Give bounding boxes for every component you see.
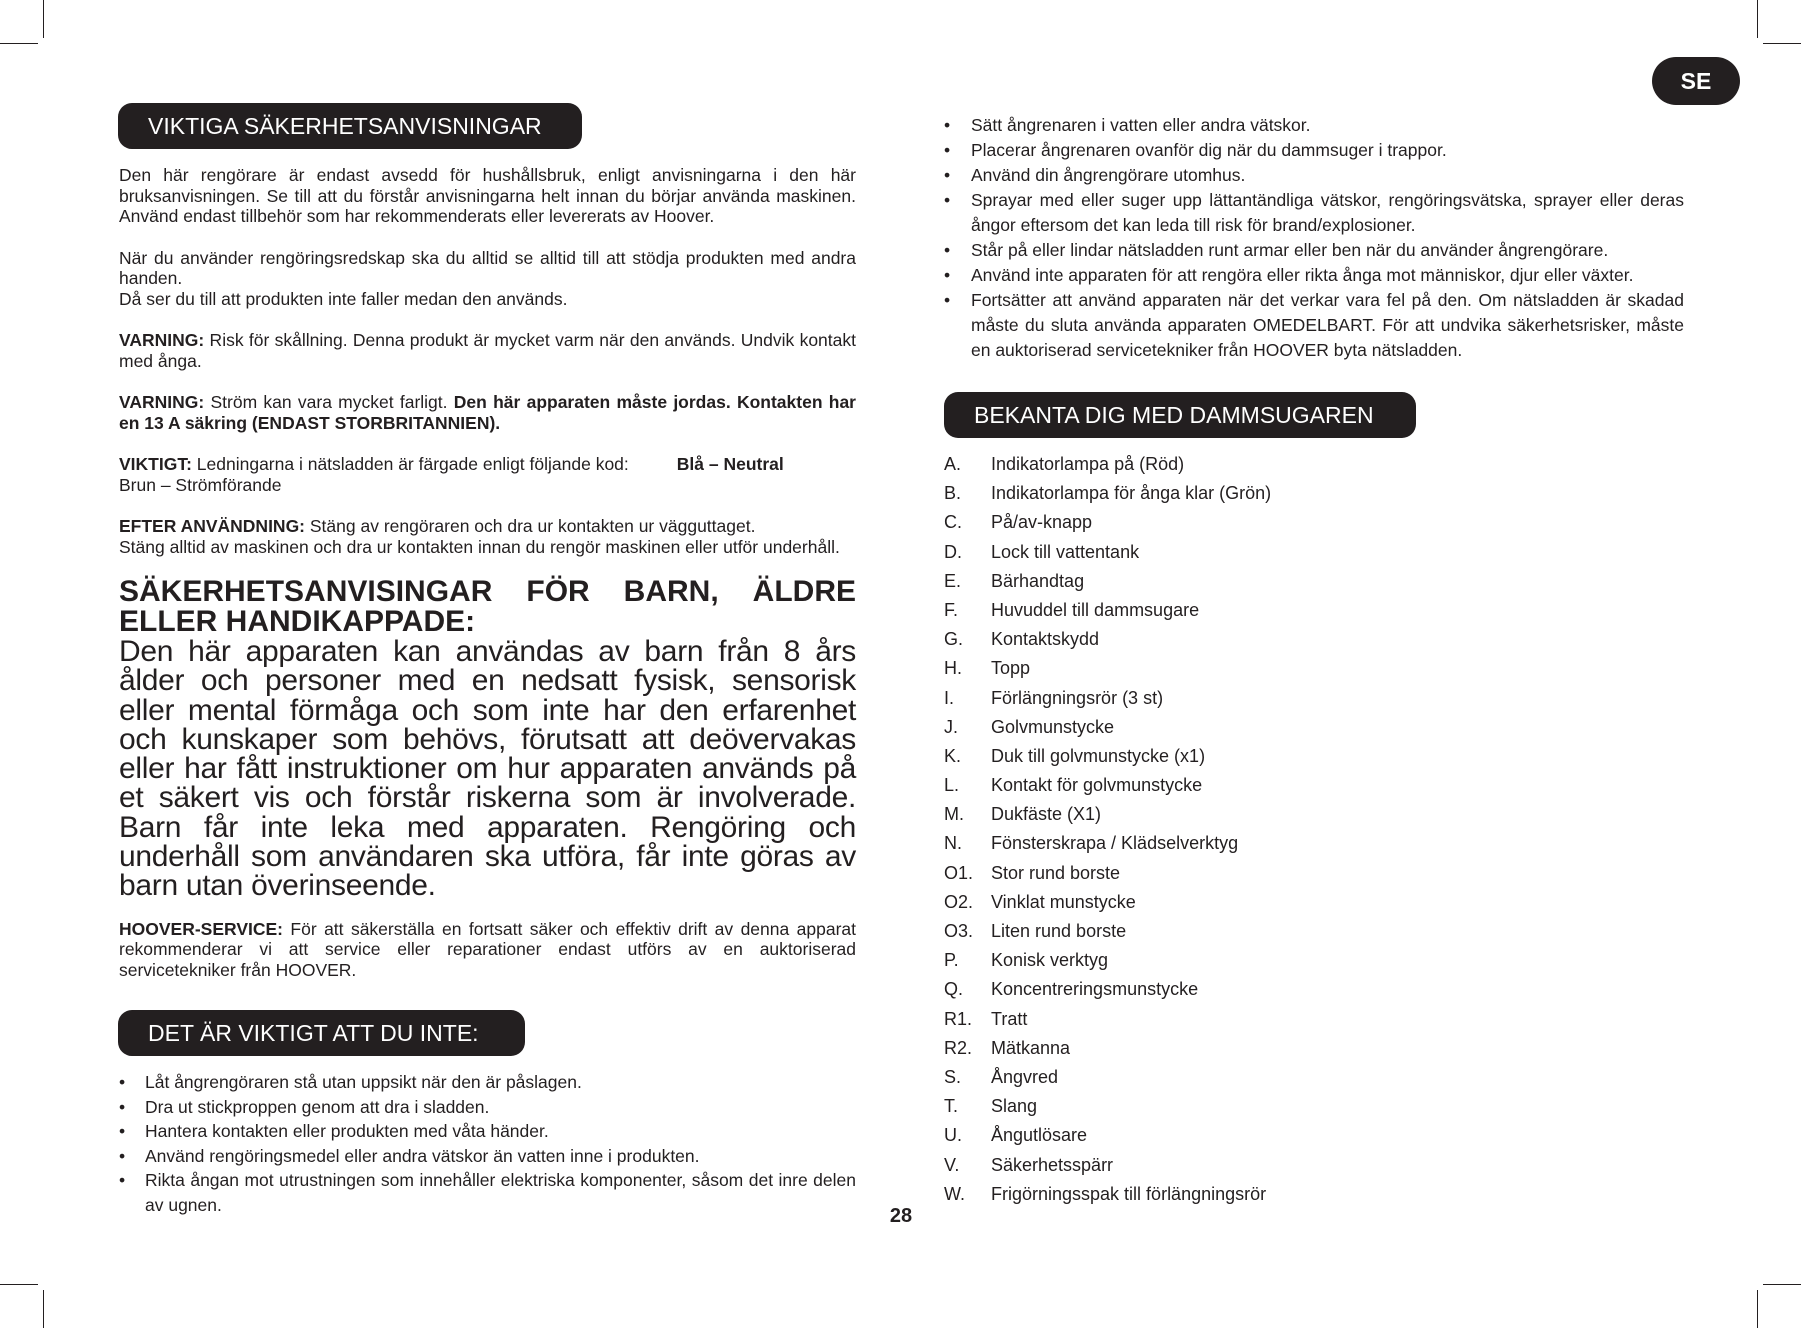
part-name: Duk till golvmunstycke (x1) [991, 745, 1206, 766]
part-name: Vinklat munstycke [991, 891, 1136, 912]
page-number: 28 [889, 1205, 913, 1227]
part-name: På/av-knapp [991, 512, 1093, 533]
part-name: Dukfäste (X1) [991, 804, 1102, 825]
part-name: Säkerhetsspärr [991, 1154, 1114, 1175]
support-line-2: Då ser du till att produkten inte faller medan den används. [119, 288, 568, 309]
part-letter: W. [944, 1183, 965, 1204]
language-badge: SE [1652, 57, 1740, 105]
part-name: Tratt [991, 1008, 1028, 1029]
donts-continued-container [944, 113, 1684, 363]
children-safety-text: Den här apparaten kan användas av barn från 8 års ålder och personer med en nedsatt fysisk, sensorisk eller mental förmåga och som inte har den erfarenhet och kunskaper som behövs, förutsatt att deövervakas eller har fått instruktioner om hur apparaten används på et säkert vis och förstår riskerna som är involverade. Barn får inte leka med apparaten. Rengöring och underhåll som användaren ska utföra, får inte göras av barn utan överinseende. [119, 635, 856, 903]
part-letter: B. [944, 483, 962, 504]
list-item: • Dra ut stickproppen genom att dra i sladden. [119, 1095, 856, 1120]
list-item: • Använd inte apparaten för att rengöra eller rikta ånga mot människor, djur eller växter. [944, 263, 1684, 288]
list-item [944, 917, 1444, 946]
part-letter: K. [944, 745, 962, 766]
list-item [944, 1005, 1444, 1034]
crop-mark [0, 43, 38, 44]
list-item: • Låt ångrengöraren stå utan uppsikt när den är påslagen. [119, 1070, 856, 1095]
list-item [944, 946, 1444, 975]
after-use-label: EFTER ANVÄNDNING: [119, 516, 306, 536]
section-title-safety: VIKTIGA SÄKERHETSANVISNINGAR [118, 103, 582, 149]
warning-label: VARNING: [119, 392, 205, 412]
support-line-1: När du använder rengöringsredskap ska du alltid se alltid till att stödja produkten med andra handen. [119, 247, 856, 288]
list-item [944, 1092, 1444, 1121]
part-letter: N. [944, 833, 962, 854]
part-letter: S. [944, 1066, 962, 1087]
part-letter: R1. [944, 1008, 973, 1029]
service-label: HOOVER-SERVICE: [119, 918, 284, 939]
list-item [944, 684, 1444, 713]
after-use-text-2: Stäng alltid av maskinen och dra ur kontakten innan du rengör maskinen eller utför underhåll. [119, 536, 840, 557]
list-item [944, 625, 1444, 654]
part-letter: M. [944, 804, 964, 825]
list-item [944, 508, 1444, 537]
part-letter: Q. [944, 979, 964, 1000]
list-item: • Sprayar med eller suger upp lättantändliga vätskor, rengöringsvätska, sprayer eller deras ångor eftersom det kan leda till risk för brand/explosioner. [944, 188, 1684, 238]
list-item [944, 479, 1444, 508]
part-letter: F. [944, 599, 959, 620]
section-title-parts: BEKANTA DIG MED DAMMSUGAREN [944, 392, 1416, 438]
list-item: • Hantera kontakten eller produkten med våta händer. [119, 1119, 856, 1144]
list-item [944, 1063, 1444, 1092]
list-item [944, 888, 1444, 917]
important-text: Ledningarna i nätsladden är färgade enligt följande kod: [191, 454, 629, 474]
list-item [944, 450, 1444, 479]
part-letter: D. [944, 541, 962, 562]
important-paragraph [119, 454, 856, 495]
service-paragraph [119, 919, 856, 981]
part-name: Frigörningsspak till förlängningsrör [991, 1183, 1267, 1204]
section-title-donts: DET ÄR VIKTIGT ATT DU INTE: [118, 1010, 525, 1056]
crop-mark [1757, 0, 1758, 38]
list-item: • Placerar ångrenaren ovanför dig när du dammsuger i trappor. [944, 138, 1684, 163]
part-letter: O3. [944, 921, 974, 941]
part-name: Mätkanna [991, 1037, 1071, 1058]
part-name: Koncentreringsmunstycke [991, 979, 1199, 1000]
list-item [944, 829, 1444, 858]
crop-mark [1763, 1284, 1801, 1285]
part-name: Kontakt för golvmunstycke [991, 775, 1203, 796]
list-item: • Använd rengöringsmedel eller andra vätskor än vatten inne i produkten. [119, 1144, 856, 1169]
part-name: Bärhandtag [991, 570, 1085, 591]
list-item [944, 1151, 1444, 1180]
warning-electric-paragraph [119, 392, 856, 433]
warning-label: VARNING: [119, 330, 205, 350]
donts-continued-list [944, 113, 1684, 363]
part-name: Indikatorlampa för ånga klar (Grön) [991, 483, 1272, 504]
crop-mark [43, 0, 44, 38]
part-name: Topp [991, 658, 1031, 679]
wire-brown-label: Brun – Strömförande [119, 474, 282, 495]
crop-mark [1757, 1290, 1758, 1328]
important-label: VIKTIGT: [119, 454, 192, 474]
list-item [944, 596, 1444, 625]
list-item: • Rikta ångan mot utrustningen som innehåller elektriska komponenter, såsom det inre delen av ugnen. [119, 1168, 856, 1217]
children-safety-heading: SÄKERHETSANVISINGAR FÖR BARN, ÄLDRE ELLER HANDIKAPPADE: [119, 575, 856, 638]
part-name: Liten rund borste [991, 921, 1127, 941]
list-item [944, 975, 1444, 1004]
part-letter: G. [944, 629, 964, 650]
part-name: Golvmunstycke [991, 716, 1115, 737]
part-letter: H. [944, 658, 962, 679]
warning-burn-paragraph [119, 330, 856, 371]
part-name: Indikatorlampa på (Röd) [991, 454, 1185, 474]
list-item [944, 800, 1444, 829]
list-item [944, 713, 1444, 742]
part-name: Ångvred [991, 1066, 1059, 1087]
crop-mark [43, 1290, 44, 1328]
part-letter: L. [944, 775, 960, 796]
list-item [944, 567, 1444, 596]
part-letter: R2. [944, 1037, 973, 1058]
part-name: Fönsterskrapa / Klädselverktyg [991, 833, 1239, 854]
part-letter: O2. [944, 891, 974, 912]
list-item [944, 1121, 1444, 1150]
list-item [944, 859, 1444, 888]
part-name: Stor rund borste [991, 862, 1121, 883]
part-name: Slang [991, 1096, 1038, 1117]
list-item: • Står på eller lindar nätsladden runt armar eller ben när du använder ångrengörare. [944, 238, 1684, 263]
part-letter: C. [944, 512, 962, 533]
warning-electric-text: Ström kan vara mycket farligt. [204, 392, 454, 412]
part-name: Kontaktskydd [991, 629, 1100, 650]
list-item [944, 1034, 1444, 1063]
list-item: • Fortsätter att använd apparaten när det verkar vara fel på den. Om nätsladden är skadad måste du sluta använda apparaten OMEDELBART. För att undvika säkerhetsrisker, måste en auktoriserad servicetekniker från HOOVER byta nätsladden. [944, 288, 1684, 363]
list-item [944, 538, 1444, 567]
support-paragraph [119, 248, 856, 310]
list-item [944, 771, 1444, 800]
donts-list [119, 1070, 856, 1217]
parts-list [944, 450, 1444, 1209]
after-use-paragraph [119, 516, 856, 557]
list-item [944, 742, 1444, 771]
list-item [944, 654, 1444, 683]
part-letter: A. [944, 454, 962, 474]
warning-burn-text: Risk för skållning. Denna produkt är mycket varm när den används. Undvik kontakt med ånga. [119, 330, 856, 371]
service-text: För att säkerställa en fortsatt säker och effektiv drift av denna apparat rekommenderar vi att service eller reparationer endast utförs av en auktoriserad servicetekniker från HOOVER. [119, 918, 856, 980]
donts-list-container [119, 1070, 856, 1217]
part-letter: J. [944, 716, 959, 737]
intro-paragraph: Den här rengörare är endast avsedd för hushållsbruk, enligt anvisningarna i den här bruksanvisningen. Se till att du förstår anvisningarna helt innan du börjar använda maskinen. Använd endast tillbehör som har rekommenderats eller levererats av Hoover. [119, 165, 856, 226]
part-letter: V. [944, 1154, 960, 1175]
part-name: Förlängningsrör (3 st) [991, 687, 1164, 708]
part-name: Huvuddel till dammsugare [991, 599, 1200, 620]
part-name: Lock till vattentank [991, 541, 1140, 562]
wire-blue-label: Blå – Neutral [676, 454, 784, 474]
part-letter: P. [944, 950, 959, 971]
part-name: Konisk verktyg [991, 950, 1109, 971]
crop-mark [1763, 43, 1801, 44]
list-item [944, 1180, 1444, 1209]
part-letter: I. [944, 687, 955, 708]
crop-mark [0, 1284, 38, 1285]
list-item: • Använd din ångrengörare utomhus. [944, 163, 1684, 188]
warning-electric-bold: Den här apparaten måste jordas. Kontakten har en 13 A säkring (ENDAST STORBRITANNIEN). [119, 392, 856, 433]
part-letter: U. [944, 1125, 962, 1146]
part-letter: O1. [944, 862, 974, 883]
part-name: Ångutlösare [991, 1125, 1088, 1146]
left-column-text [119, 165, 856, 980]
list-item: • Sätt ångrenaren i vatten eller andra vätskor. [944, 113, 1684, 138]
after-use-text: Stäng av rengöraren och dra ur kontakten ur vägguttaget. [305, 516, 756, 536]
part-letter: T. [944, 1096, 959, 1117]
part-letter: E. [944, 570, 962, 591]
